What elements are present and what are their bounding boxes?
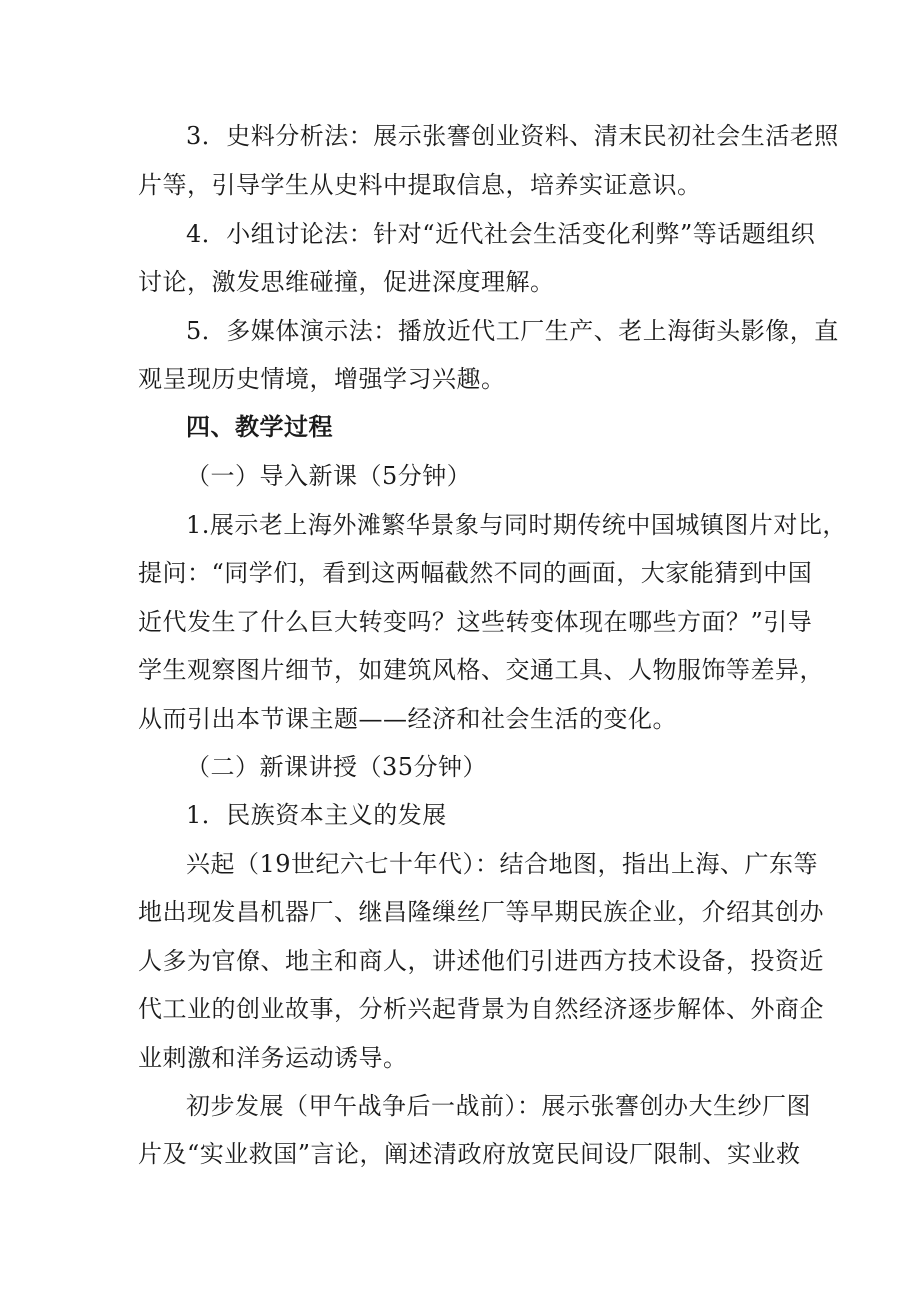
paragraph-line: 观呈现历史情境，增强学习兴趣。: [138, 365, 506, 393]
paragraph-line: 从而引出本节课主题——经济和社会生活的变化。: [138, 705, 677, 733]
paragraph-line: 片等，引导学生从史料中提取信息，培养实证意识。: [138, 171, 702, 199]
paragraph-line: 人多为官僚、地主和商人，讲述他们引进西方技术设备，投资近: [138, 947, 824, 975]
paragraph-line: 地出现发昌机器厂、继昌隆缫丝厂等早期民族企业，介绍其创办: [138, 898, 824, 926]
paragraph-line: 讨论，激发思维碰撞，促进深度理解。: [138, 268, 555, 296]
paragraph-line: 初步发展（甲午战争后一战前）：展示张謇创办大生纱厂图: [186, 1092, 811, 1120]
subsection-heading: （一）导入新课（5分钟）: [186, 462, 472, 490]
paragraph-line: 提问：“同学们，看到这两幅截然不同的画面，大家能猜到中国: [138, 559, 813, 587]
paragraph-line: 代工业的创业故事，分析兴起背景为自然经济逐步解体、外商企: [138, 995, 824, 1023]
subsection-heading: （二）新课讲授（35分钟）: [186, 753, 488, 781]
paragraph-line: 3．史料分析法：展示张謇创业资料、清末民初社会生活老照: [186, 122, 839, 150]
paragraph-line: 5．多媒体演示法：播放近代工厂生产、老上海街头影像，直: [186, 317, 839, 345]
paragraph-line: 学生观察图片细节，如建筑风格、交通工具、人物服饰等差异，: [138, 656, 824, 684]
topic-heading: 1．民族资本主义的发展: [186, 801, 447, 829]
paragraph-line: 片及“实业救国”言论，阐述清政府放宽民间设厂限制、实业救: [138, 1140, 801, 1168]
section-heading: 四、教学过程: [186, 413, 333, 441]
paragraph-line: 4．小组讨论法：针对“近代社会生活变化利弊”等话题组织: [186, 220, 816, 248]
paragraph-line: 近代发生了什么巨大转变吗？这些转变体现在哪些方面？”引导: [138, 608, 813, 636]
paragraph-line: 1.展示老上海外滩繁华景象与同时期传统中国城镇图片对比，: [186, 511, 847, 539]
paragraph-line: 兴起（19世纪六七十年代）：结合地图，指出上海、广东等: [186, 850, 819, 878]
paragraph-line: 业刺激和洋务运动诱导。: [138, 1044, 408, 1072]
